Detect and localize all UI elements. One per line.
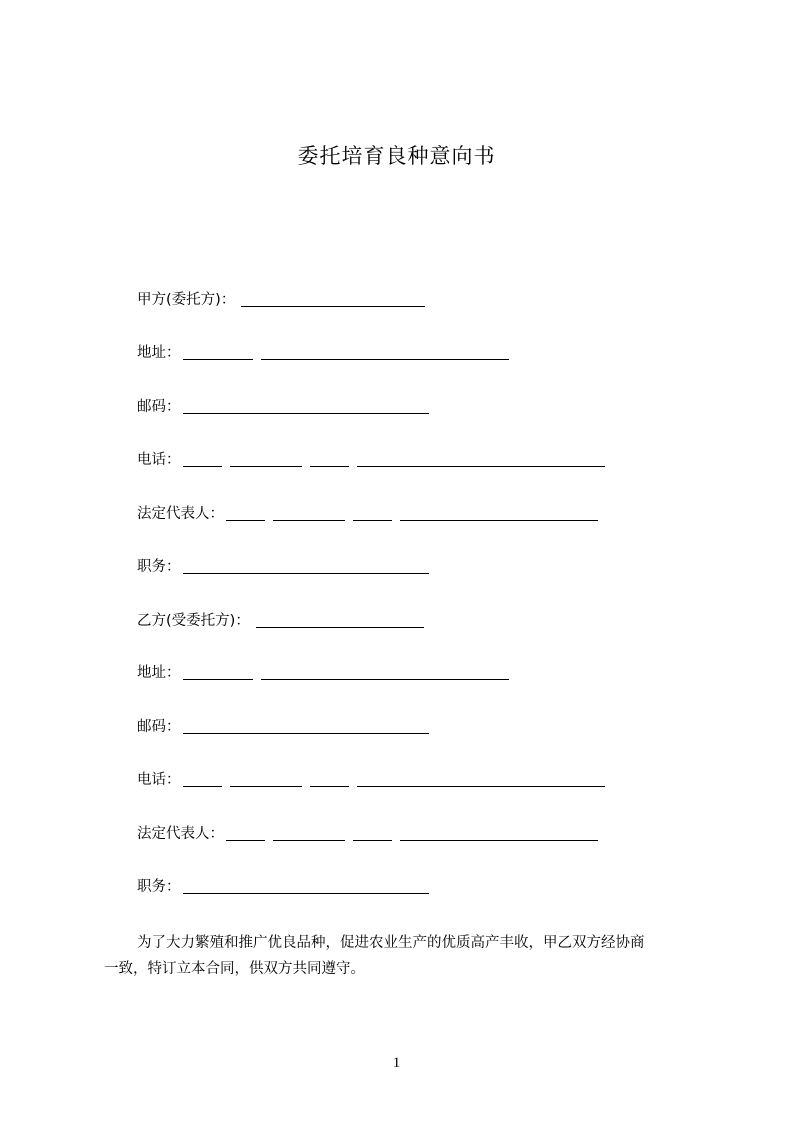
party-b-address-label: 地址： bbox=[137, 665, 181, 681]
page-number: 1 bbox=[392, 1055, 401, 1071]
party-a-phone-blank-3[interactable] bbox=[310, 465, 349, 467]
party-a-position-blank[interactable] bbox=[183, 572, 429, 574]
party-b-position-blank[interactable] bbox=[183, 892, 429, 894]
party-b-phone-blank-3[interactable] bbox=[310, 785, 349, 787]
document-title: 委托培育良种意向书 bbox=[297, 144, 496, 168]
party-b-name-label: 乙方(受委托方)： bbox=[137, 613, 250, 629]
party-a-phone-row bbox=[137, 450, 605, 470]
party-a-legal-rep-blank-4[interactable] bbox=[400, 519, 598, 521]
party-b-legal-rep-label: 法定代表人： bbox=[137, 826, 224, 842]
party-a-address-blank-2[interactable] bbox=[261, 358, 509, 360]
party-b-name-blank[interactable] bbox=[256, 626, 424, 628]
party-a-phone-blank-1[interactable] bbox=[183, 465, 222, 467]
party-a-address-row bbox=[137, 343, 509, 363]
party-b-phone-row bbox=[137, 770, 605, 790]
party-a-postcode-blank[interactable] bbox=[183, 412, 429, 414]
party-b-name-row bbox=[137, 611, 424, 631]
party-a-phone-blank-2[interactable] bbox=[230, 465, 302, 467]
party-a-name-row bbox=[137, 290, 425, 310]
party-a-position-label: 职务： bbox=[137, 559, 181, 575]
party-b-phone-blank-1[interactable] bbox=[183, 785, 222, 787]
party-a-position-row bbox=[137, 557, 429, 577]
party-b-postcode-blank[interactable] bbox=[183, 732, 429, 734]
intro-line-2: 一致，特订立本合同，供双方共同遵守。 bbox=[104, 961, 365, 977]
party-a-name-label: 甲方(委托方)： bbox=[137, 292, 236, 308]
party-b-phone-blank-2[interactable] bbox=[230, 785, 302, 787]
party-b-legal-rep-blank-3[interactable] bbox=[353, 839, 392, 841]
party-a-phone-label: 电话： bbox=[137, 452, 181, 468]
intro-line-1: 为了大力繁殖和推广优良品种，促进农业生产的优质高产丰收，甲乙双方经协商 bbox=[137, 935, 645, 951]
party-b-legal-rep-blank-4[interactable] bbox=[400, 839, 598, 841]
party-a-legal-rep-blank-2[interactable] bbox=[273, 519, 345, 521]
party-b-phone-label: 电话： bbox=[137, 772, 181, 788]
party-b-postcode-row bbox=[137, 717, 429, 737]
party-a-postcode-label: 邮码： bbox=[137, 399, 181, 415]
party-a-legal-rep-blank-1[interactable] bbox=[226, 519, 265, 521]
party-a-legal-rep-label: 法定代表人： bbox=[137, 506, 224, 522]
party-b-address-blank-2[interactable] bbox=[261, 678, 509, 680]
party-a-address-blank-1[interactable] bbox=[183, 358, 253, 360]
party-b-position-row bbox=[137, 877, 429, 897]
party-b-legal-rep-blank-1[interactable] bbox=[226, 839, 265, 841]
intro-paragraph bbox=[104, 930, 724, 982]
party-a-postcode-row bbox=[137, 397, 429, 417]
party-b-address-row bbox=[137, 663, 509, 683]
party-a-name-blank[interactable] bbox=[241, 305, 425, 307]
party-a-legal-rep-row bbox=[137, 504, 598, 524]
party-a-phone-blank-4[interactable] bbox=[357, 465, 605, 467]
party-b-address-blank-1[interactable] bbox=[183, 678, 253, 680]
party-a-address-label: 地址： bbox=[137, 345, 181, 361]
party-b-phone-blank-4[interactable] bbox=[357, 785, 605, 787]
party-a-legal-rep-blank-3[interactable] bbox=[353, 519, 392, 521]
party-b-legal-rep-blank-2[interactable] bbox=[273, 839, 345, 841]
party-b-postcode-label: 邮码： bbox=[137, 719, 181, 735]
party-b-position-label: 职务： bbox=[137, 879, 181, 895]
party-b-legal-rep-row bbox=[137, 824, 598, 844]
